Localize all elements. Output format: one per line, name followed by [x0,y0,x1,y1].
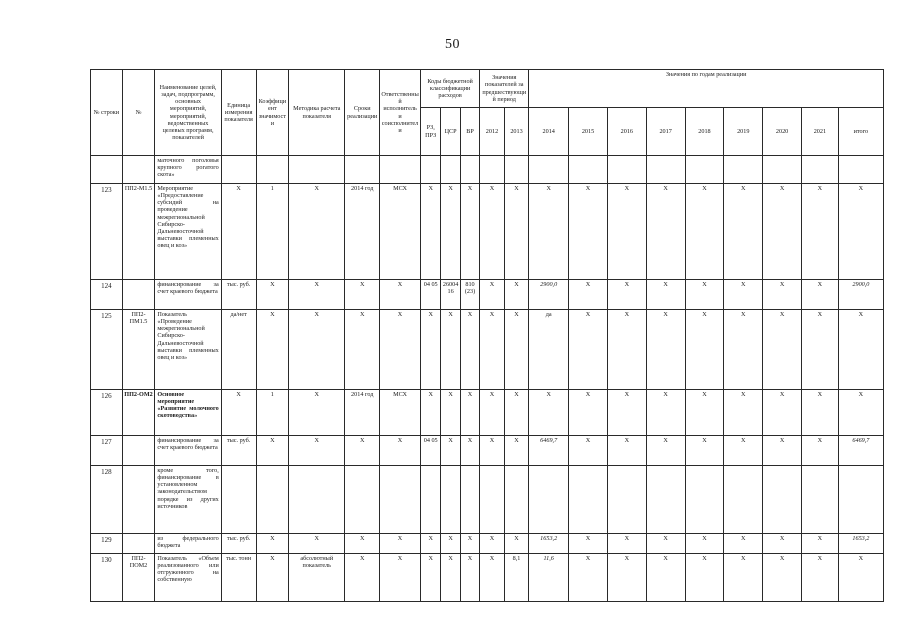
cell-name: финансирование за счет краевого бюджета [155,280,221,310]
cell-2014: Х [529,390,569,436]
cell-2017: Х [646,184,685,280]
cell-code: ПП2-ПОМ2 [122,554,155,602]
cell-coef: Х [256,310,289,390]
cell-2016: Х [607,184,646,280]
cell-code [122,436,155,466]
cell-method: Х [289,534,345,554]
header-2021: 2021 [801,108,838,156]
cell-method: Х [289,310,345,390]
header-budget-codes: Коды бюджетной классификации расходов [420,70,479,108]
cell-executor: Х [380,436,421,466]
header-coef: Коэффициент значимости [256,70,289,156]
cell-terms: Х [345,554,380,602]
cell-2019: Х [724,280,763,310]
header-prev-period: Значения показателей за предшествующий период [480,70,529,108]
cell-name: Основное мероприятие «Развитие молочного скотоводства» [155,390,221,436]
header-2014: 2014 [529,108,569,156]
cell-2019 [724,466,763,534]
header-rz: РЗ, ПРЗ [420,108,440,156]
header-2019: 2019 [724,108,763,156]
header-unit: Единица измерения показателя [221,70,256,156]
cell-2018: Х [685,534,724,554]
cell-row-no: 123 [91,184,123,280]
cell-2013: Х [504,436,529,466]
cell-2016 [607,466,646,534]
cell-2012: Х [480,184,505,280]
cell-2018: Х [685,436,724,466]
header-total: итого [838,108,883,156]
cell-2021: Х [801,554,838,602]
cell-2021 [801,466,838,534]
cell-vr: Х [460,184,479,280]
page-number: 50 [445,37,460,52]
cell-row-no: 124 [91,280,123,310]
cell-2015: Х [569,436,608,466]
cell-unit: да/нет [221,310,256,390]
cell-2017 [646,466,685,534]
table-body [91,156,884,602]
cell-2019: Х [724,184,763,280]
cell-2018: Х [685,310,724,390]
cell-csr [441,466,460,534]
cell-2020: Х [763,554,802,602]
cell-2018: Х [685,280,724,310]
cell-executor: МСХ [380,390,421,436]
cell-2012: Х [480,534,505,554]
cell-rz: 04 05 [420,280,440,310]
table-row [91,184,884,280]
cell-2017: Х [646,436,685,466]
cell-executor: Х [380,534,421,554]
cell-coef: 1 [256,184,289,280]
cell-rz: Х [420,184,440,280]
cell-vr: Х [460,436,479,466]
cell-2020: Х [763,534,802,554]
cell-csr: Х [441,554,460,602]
cell-2016: Х [607,390,646,436]
cell-total: Х [838,390,883,436]
cell-2021: Х [801,390,838,436]
cell-2014: 11,6 [529,554,569,602]
cell-executor: МСХ [380,184,421,280]
cell-2019: Х [724,534,763,554]
header-2017: 2017 [646,108,685,156]
cell-terms: Х [345,436,380,466]
cell-code [122,466,155,534]
cell-total: Х [838,184,883,280]
cell-method: Х [289,280,345,310]
cell-2014 [529,466,569,534]
cell-vr: Х [460,390,479,436]
cell-coef: Х [256,436,289,466]
cell-2016: Х [607,534,646,554]
table-row [91,554,884,602]
cell-2012: Х [480,554,505,602]
header-2012: 2012 [480,108,505,156]
header-2020: 2020 [763,108,802,156]
cell-2017: Х [646,280,685,310]
cell-2016: Х [607,436,646,466]
header-name: Наименование целей, задач, подпрограмм, основных мероприятий, мероприятий, ведомственных целевых программ, показателей [155,70,221,156]
cell-2014: 6469,7 [529,436,569,466]
cell-terms: Х [345,310,380,390]
header-2013: 2013 [504,108,529,156]
program-indicators-table [90,69,884,602]
cell-coef: Х [256,280,289,310]
header-2016: 2016 [607,108,646,156]
header-2015: 2015 [569,108,608,156]
cell-rz: Х [420,534,440,554]
cell-2020: Х [763,184,802,280]
table-row [91,390,884,436]
cell-unit: тыс. тонн [221,554,256,602]
cell-rz [420,466,440,534]
cell-unit: тыс. руб. [221,534,256,554]
cell-2013 [504,466,529,534]
cell-row-no: 126 [91,390,123,436]
cell-2021: Х [801,184,838,280]
cell-total: Х [838,554,883,602]
cell-unit: тыс. руб. [221,436,256,466]
cell-terms: 2014 год [345,390,380,436]
cell-row-no: 125 [91,310,123,390]
cell-2021: Х [801,534,838,554]
cell-2021: Х [801,280,838,310]
cell-total: 1653,2 [838,534,883,554]
cell-method: Х [289,390,345,436]
cell-2019: Х [724,554,763,602]
cell-2016: Х [607,280,646,310]
header-executor: Ответственный исполнитель и соисполнители [380,70,421,156]
cell-rz: Х [420,310,440,390]
cell-2019: Х [724,390,763,436]
cell-2020 [763,466,802,534]
cell-2019: Х [724,436,763,466]
cell-2013: Х [504,184,529,280]
cell-rz: 04 05 [420,436,440,466]
cell-total [838,466,883,534]
cell-2020: Х [763,390,802,436]
cell-coef: Х [256,534,289,554]
cell-2017: Х [646,554,685,602]
cell-2020: Х [763,436,802,466]
cell-vr [460,466,479,534]
cell-coef: Х [256,554,289,602]
header-years: Значения по годам реализации [529,70,884,108]
cell-2018: Х [685,184,724,280]
cell-total: 6469,7 [838,436,883,466]
cell-terms: Х [345,534,380,554]
cell-method: Х [289,184,345,280]
cell-2013: 8,1 [504,554,529,602]
cell-2021: Х [801,436,838,466]
cell-2015: Х [569,280,608,310]
cell-unit: Х [221,390,256,436]
cell-2014: Х [529,184,569,280]
cell-2012: Х [480,310,505,390]
table-row [91,280,884,310]
cell-2013: Х [504,534,529,554]
table-row [91,466,884,534]
cell-terms [345,466,380,534]
cell-csr: Х [441,534,460,554]
cell-name: финансирование за счет краевого бюджета [155,436,221,466]
cell-code [122,280,155,310]
cell-coef: 1 [256,390,289,436]
cell-name: кроме того, финансирование в установленном законодательством порядке из других источников [155,466,221,534]
header-terms: Сроки реализации [345,70,380,156]
header-code: № [122,70,155,156]
cell-total: Х [838,310,883,390]
continuation-text: маточного поголовья крупного рогатого скота» [155,156,221,184]
cell-unit [221,466,256,534]
cell-2015: Х [569,310,608,390]
cell-executor [380,466,421,534]
cell-2018 [685,466,724,534]
table-row [91,534,884,554]
cell-csr: Х [441,310,460,390]
cell-2017: Х [646,310,685,390]
cell-method: Х [289,436,345,466]
header-method: Методика расчета показателя [289,70,345,156]
cell-2015 [569,466,608,534]
cell-2014: да [529,310,569,390]
header-2018: 2018 [685,108,724,156]
cell-vr: Х [460,534,479,554]
cell-csr: Х [441,436,460,466]
cell-2013: Х [504,390,529,436]
cell-2012 [480,466,505,534]
cell-2013: Х [504,280,529,310]
cell-2015: Х [569,554,608,602]
cell-executor: Х [380,310,421,390]
cell-csr: Х [441,390,460,436]
cell-code: ПП2-М1.5 [122,184,155,280]
cell-2019: Х [724,310,763,390]
table-row [91,310,884,390]
cell-unit: тыс. руб. [221,280,256,310]
cell-name: Показатель «Объем реализованного или отгруженного на собственную [155,554,221,602]
cell-vr: Х [460,554,479,602]
cell-2016: Х [607,310,646,390]
header-csr: ЦСР [441,108,460,156]
cell-2017: Х [646,534,685,554]
cell-terms: Х [345,280,380,310]
cell-2016: Х [607,554,646,602]
cell-csr: 2600416 [441,280,460,310]
cell-terms: 2014 год [345,184,380,280]
cell-vr: Х [460,310,479,390]
cell-2013: Х [504,310,529,390]
cell-2012: Х [480,280,505,310]
cell-2021: Х [801,310,838,390]
cell-csr: Х [441,184,460,280]
cell-2018: Х [685,390,724,436]
cell-name: из федерального бюджета [155,534,221,554]
cell-2015: Х [569,390,608,436]
cell-coef [256,466,289,534]
cell-executor: Х [380,280,421,310]
cell-2015: Х [569,184,608,280]
cell-unit: Х [221,184,256,280]
cell-name: Мероприятие «Предоставление субсидий на проведение межрегиональной Сибирско-Дальневосточной выставки племенных овец и коз» [155,184,221,280]
cell-vr: 810 (23) [460,280,479,310]
cell-code: ПП2-ОМ2 [122,390,155,436]
cell-2020: Х [763,280,802,310]
cell-2014: 1653,2 [529,534,569,554]
cell-method [289,466,345,534]
table-row-continuation [91,156,884,184]
cell-2017: Х [646,390,685,436]
cell-rz: Х [420,554,440,602]
cell-code: ПП2-ПМ1.5 [122,310,155,390]
cell-row-no: 128 [91,466,123,534]
cell-method: абсолютный показатель [289,554,345,602]
cell-row-no: 129 [91,534,123,554]
cell-rz: Х [420,390,440,436]
cell-code [122,534,155,554]
cell-2018: Х [685,554,724,602]
cell-name: Показатель «Проведение межрегиональной Сибирско-Дальневосточной выставки племенных овец и коз» [155,310,221,390]
cell-2012: Х [480,436,505,466]
header-row-no: № строки [91,70,123,156]
header-vr: ВР [460,108,479,156]
cell-2014: 2900,0 [529,280,569,310]
table-header [91,70,884,156]
cell-row-no: 130 [91,554,123,602]
cell-row-no: 127 [91,436,123,466]
table-row [91,436,884,466]
cell-total: 2900,0 [838,280,883,310]
cell-2015: Х [569,534,608,554]
cell-2020: Х [763,310,802,390]
cell-2012: Х [480,390,505,436]
cell-executor: Х [380,554,421,602]
